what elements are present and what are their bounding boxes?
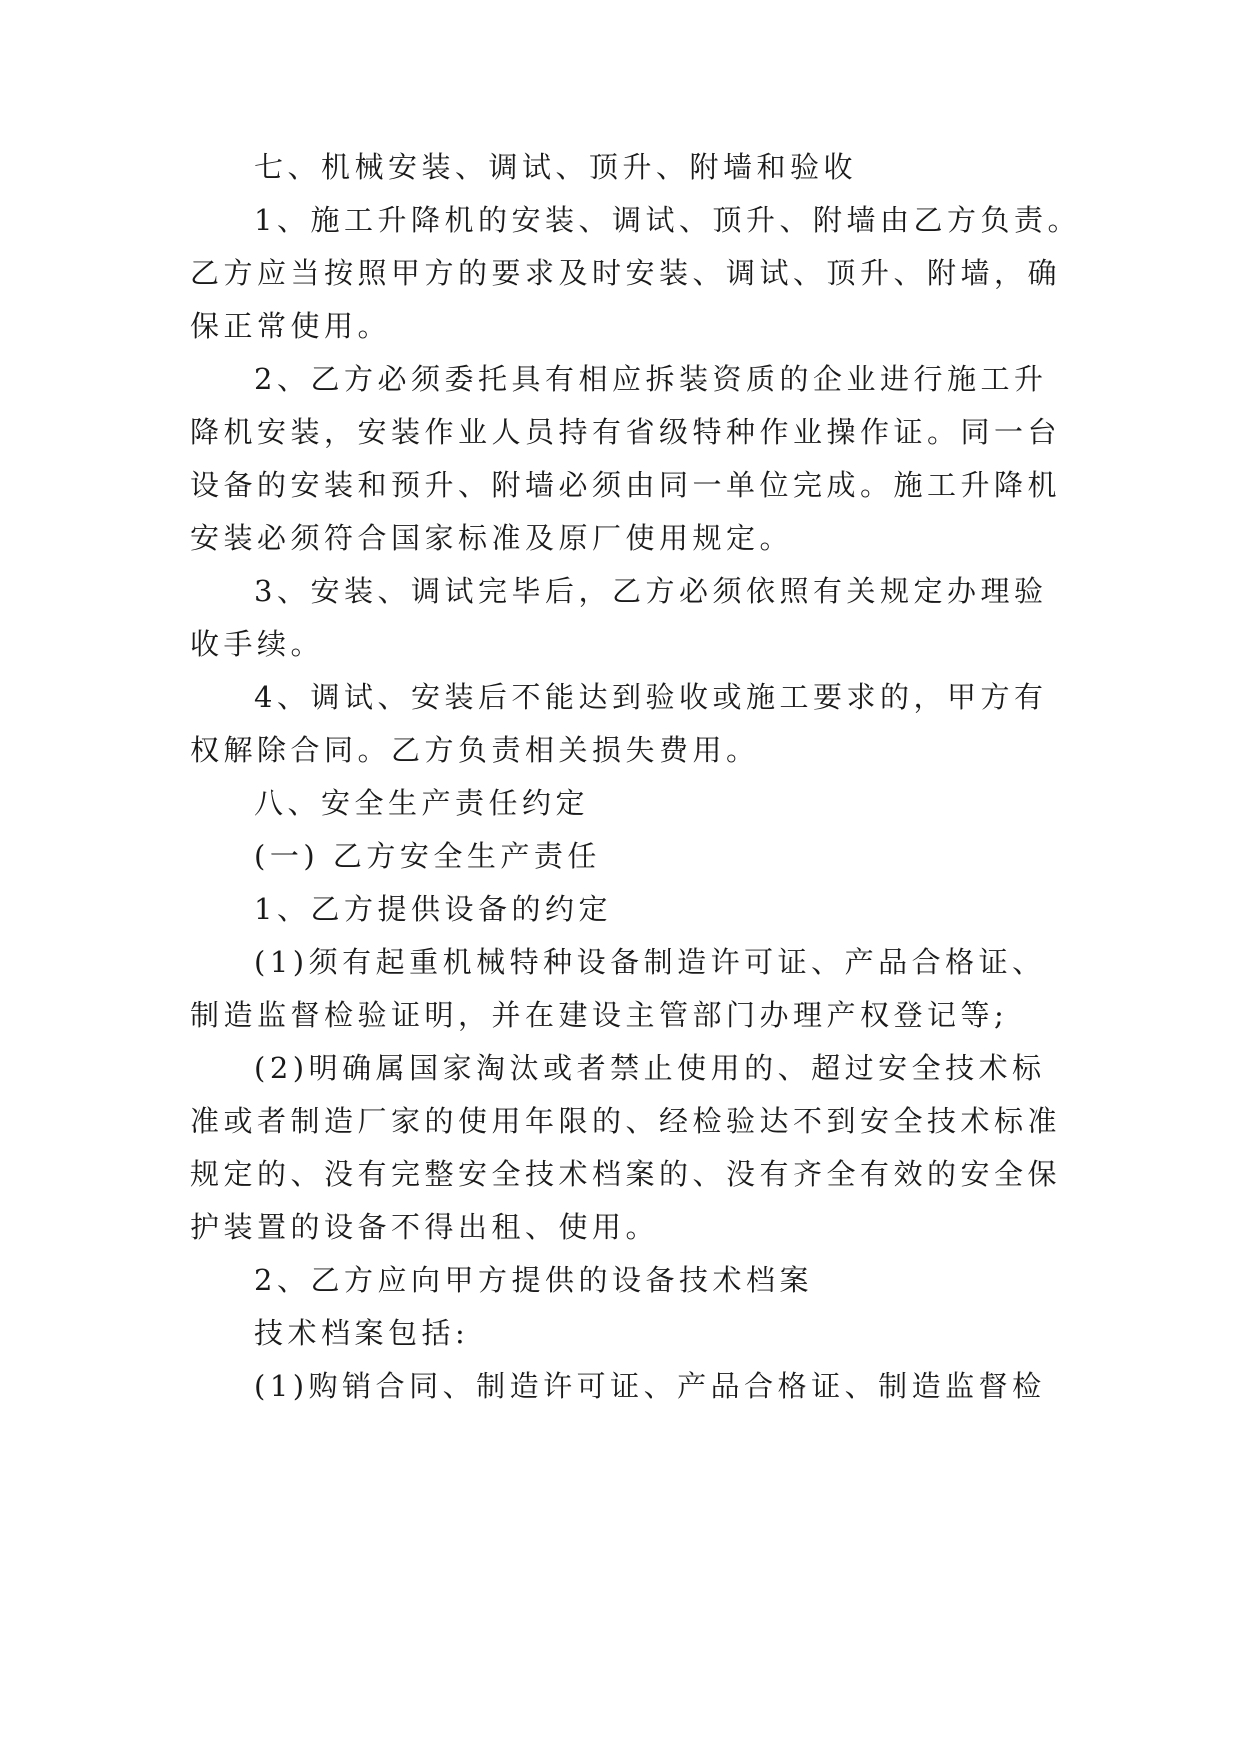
paragraph-line: 降机安装，安装作业人员持有省级特种作业操作证。同一台 xyxy=(190,415,1062,449)
paragraph-line: (1)购销合同、制造许可证、产品合格证、制造监督检 xyxy=(254,1369,1046,1403)
subsection-heading: (一) 乙方安全生产责任 xyxy=(254,839,601,873)
paragraph-line: 规定的、没有完整安全技术档案的、没有齐全有效的安全保 xyxy=(190,1157,1062,1191)
paragraph-line: 4、调试、安装后不能达到验收或施工要求的，甲方有 xyxy=(254,680,1048,714)
paragraph-line: 2、乙方必须委托具有相应拆装资质的企业进行施工升 xyxy=(254,362,1048,396)
paragraph-line: 3、安装、调试完毕后，乙方必须依照有关规定办理验 xyxy=(254,574,1048,608)
paragraph-line: 准或者制造厂家的使用年限的、经检验达不到安全技术标准 xyxy=(190,1104,1062,1138)
paragraph-line: 2、乙方应向甲方提供的设备技术档案 xyxy=(254,1263,813,1297)
paragraph-line: 乙方应当按照甲方的要求及时安装、调试、顶升、附墙，确 xyxy=(190,256,1062,290)
paragraph-line: 收手续。 xyxy=(190,627,325,661)
paragraph-line: 权解除合同。乙方负责相关损失费用。 xyxy=(190,733,760,767)
paragraph-line: 安装必须符合国家标准及原厂使用规定。 xyxy=(190,521,794,555)
paragraph-line: 护装置的设备不得出租、使用。 xyxy=(190,1210,660,1244)
paragraph-line: (2)明确属国家淘汰或者禁止使用的、超过安全技术标 xyxy=(254,1051,1046,1085)
paragraph-line: 保正常使用。 xyxy=(190,309,392,343)
section-heading-7: 七、机械安装、调试、顶升、附墙和验收 xyxy=(254,150,858,184)
section-heading-8: 八、安全生产责任约定 xyxy=(254,786,590,820)
paragraph-line: 制造监督检验证明，并在建设主管部门办理产权登记等; xyxy=(190,998,1009,1032)
paragraph-line: 技术档案包括: xyxy=(254,1316,470,1350)
paragraph-line: 1、施工升降机的安装、调试、顶升、附墙由乙方负责。 xyxy=(254,203,1081,237)
paragraph-line: (1)须有起重机械特种设备制造许可证、产品合格证、 xyxy=(254,945,1046,979)
paragraph-line: 设备的安装和预升、附墙必须由同一单位完成。施工升降机 xyxy=(190,468,1062,502)
paragraph-line: 1、乙方提供设备的约定 xyxy=(254,892,612,926)
